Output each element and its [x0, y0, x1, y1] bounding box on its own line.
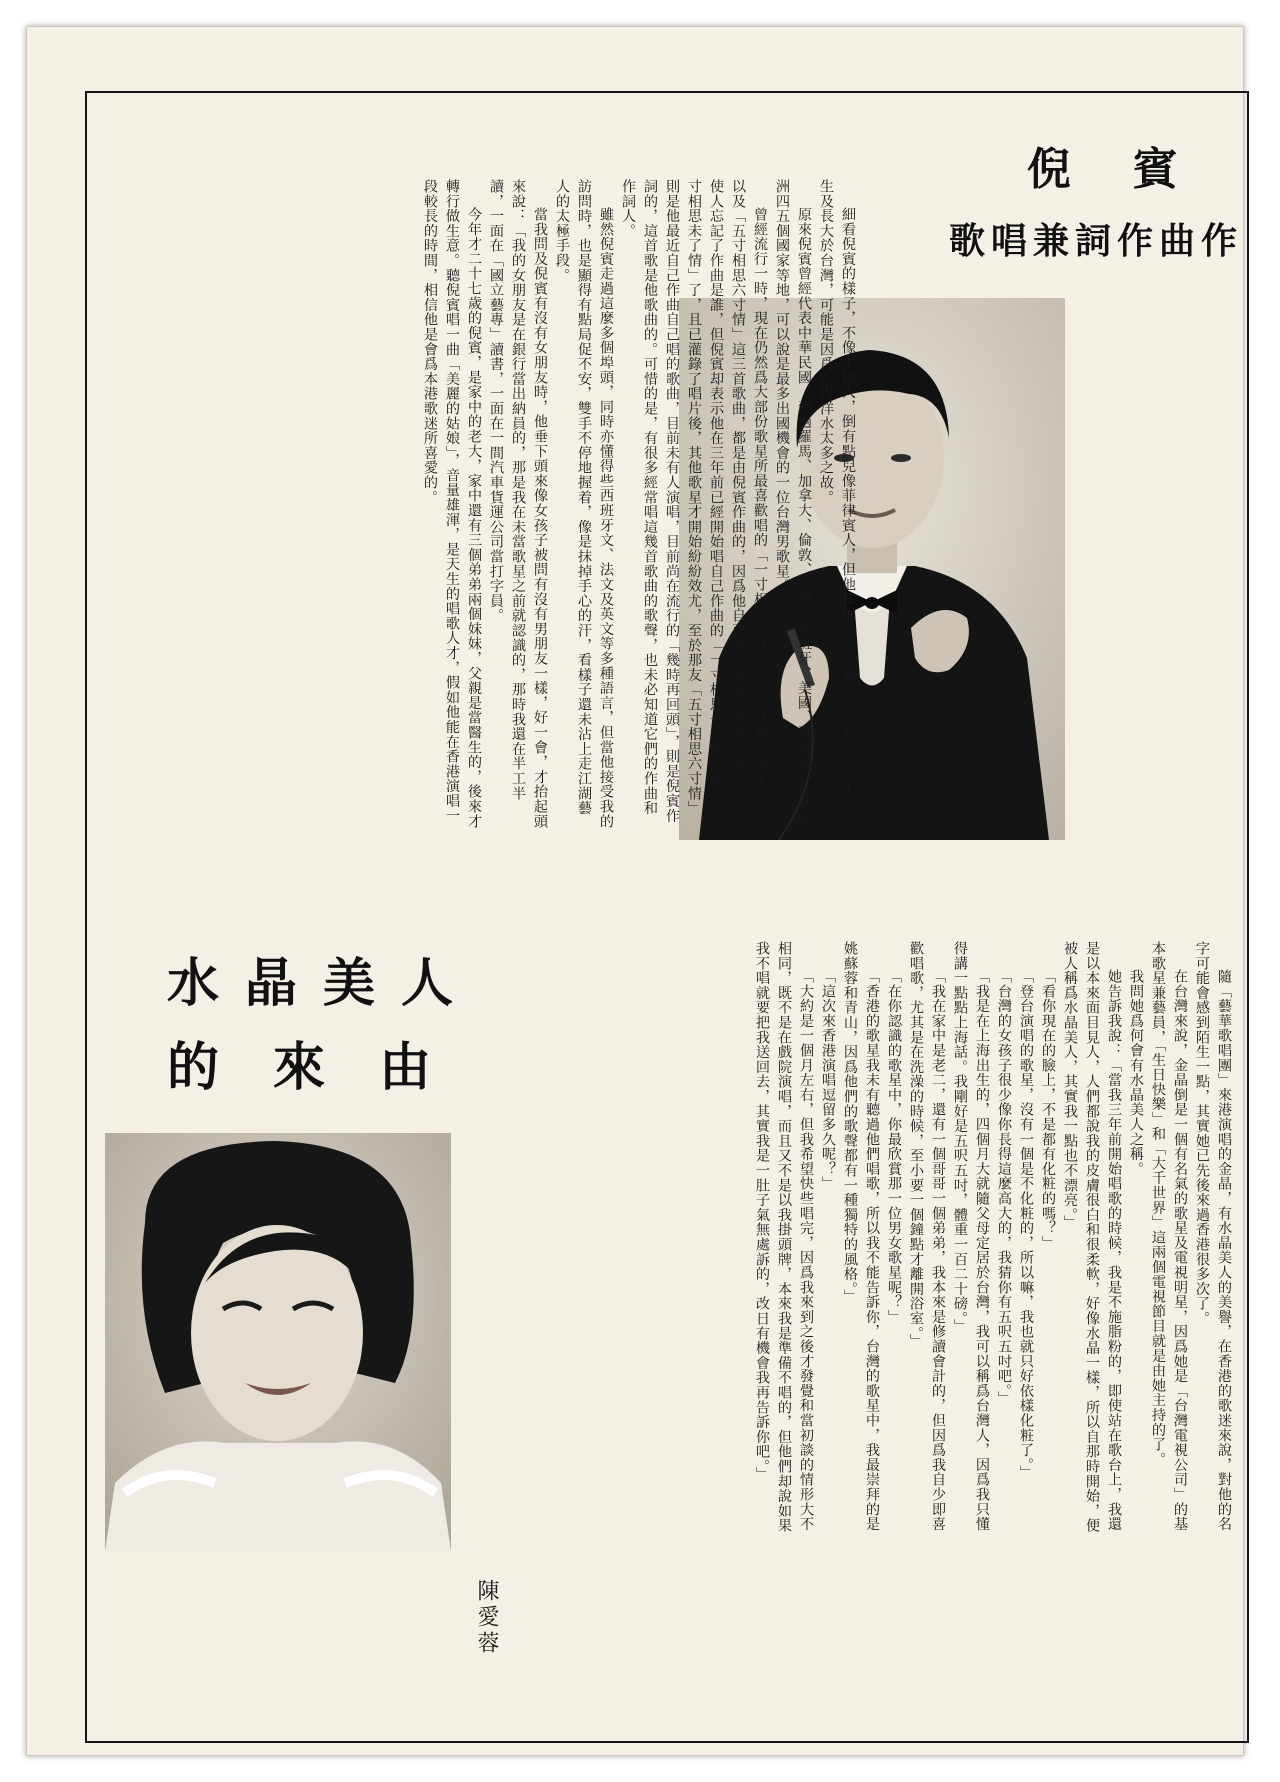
- article2-paragraph: 我問她爲何會有水晶美人之稱。: [1128, 969, 1144, 1177]
- article1-paragraph: 當我問及倪賓有沒有女朋友時，他垂下頭來像女孩子被問有沒有男朋友一樣，好一會，才抬起頭來說：「我的女朋友是在銀行當出納員的，那是我在未當歌星之前就認識的，那時我還在半工半讀，一面在「國立藝專」讀書，一面在一間汽車貨運公司當打字員。: [488, 179, 548, 829]
- article1-name-headline: 倪賓: [1027, 144, 1239, 195]
- article2-paragraph: 隨「藝華歌唱團」來港演唱的金晶，有水晶美人的美譽，在香港的歌迷來說，對他的名字可能會感到陌生一點，其實她已先後來過香港很多次了。: [1194, 941, 1232, 1532]
- article1-paragraph: 雖然倪賓走過這麼多個埠頭，同時亦懂得些西班牙文、法文及英文等多種語言，但當他接受我的訪問時，也是顯得有點局促不安，雙手不停地握着，像是抹掉手心的汗，看樣子還未沾上走江湖藝人的太極手段。: [554, 179, 614, 829]
- article2-paragraph: 「這次來香港演唱逗留多久呢？」: [820, 969, 836, 1192]
- article2-paragraph: 「香港的歌星我未有聽過他們唱歌，所以我不能告訴你，台灣的歌星中，我最崇拜的是姚蘇蓉和青山，因爲他們的歌聲都有一種獨特的風格。」: [842, 941, 880, 1532]
- article2-paragraph: 「登台演唱的歌星，沒有一個是不化粧的，所以嘛，我也就只好依樣化粧了。」: [1018, 969, 1034, 1481]
- article2-body: [515, 941, 1235, 1541]
- article2-paragraph: 「我在家中是老二，還有一個哥哥一個弟弟，我本來是修讀會計的，但因爲我自少即喜歡唱歌，尤其是在洗澡的時候，至小要一個鐘點才離開浴室。」: [908, 941, 946, 1532]
- article1-subtitle: 歌唱兼詞作曲作: [948, 220, 1243, 262]
- article1-body: [159, 179, 859, 829]
- singer-photo-female: [105, 1133, 451, 1551]
- article1-paragraph: 原來倪賓曾經代表中華民國，到過羅馬、加拿大、倫敦、法國、西班牙、美國、夏威夷，以及非洲四五個國家等地，可以說是最多出國機會的一位台灣男歌星。: [774, 179, 812, 829]
- article1-paragraph: 今年才二十七歲的倪賓，是家中的老大，家中還有三個弟弟兩個妹妹，父親是當醫生的，後來才轉行做生意。聽倪賓唱一曲「美麗的姑娘」，音量雄渾，是天生的唱歌人才，假如他能在香港演唱一段較長的時間，相信他是會爲本港歌迷所喜愛的。: [422, 179, 482, 829]
- article2-paragraph: 「台灣的女孩子很少像你長得這麼高大的，我猜你有五呎五吋吧。」: [996, 969, 1012, 1407]
- article2-paragraph: 「大約是一個月左右，但我希望快些唱完，因爲我來到之後才發覺和當初談的情形大不相同，既不是在戲院演唱，而且又不是以我掛頭牌，本來我是準備不唱的，但他們却說如果我不唱就要把我送回去，其實我是一肚子氣無處訴的，改日有機會我再告訴你吧。」: [754, 941, 814, 1533]
- article1-paragraph: 細看倪賓的樣子，不像中國人，倒有點兒像菲律賓人，但他却說自己是個不折不扣的高雄人，出生及長大於台灣，可能是因爲吃得洋水太多之故。: [818, 179, 856, 829]
- article2-headline-line2: 的來由: [167, 1037, 486, 1098]
- article2-paragraph: 「我是在上海出生的，四個月大就隨父母定居於台灣，我可以稱爲台灣人，因爲我只懂得講一點點上海話。我剛好是五呎五吋，體重一百二十磅。」: [952, 941, 990, 1532]
- magazine-page: [26, 26, 1244, 1756]
- article1-paragraph: 曾經流行一時，現在仍然爲大部份歌星所最喜歡唱的「一寸相思一寸淚」、「一寸相思未了情」以及「五寸相思六寸情」這三首歌曲，都是由倪賓作曲的，因爲他自已甚少唱這些歌曲之故，以致使人忘記了作曲是誰，但倪賓却表示他在三年前已經開始唱自己作曲的「一寸相思一寸淚」和「一寸相思未了情」了，且已灌錄了唱片後，其他歌星才開始紛紛效尤，至於那友「五寸相思六寸情」則是他最近自己作曲自己唱的歌曲，目前未有人演唱，目前尚在流行的「幾時再回頭」，則是倪賓作詞的，這首歌是他歌曲的。可惜的是，有很多經常唱這幾首歌曲的歌聲，也未必知道它們的作曲和作詞人。: [620, 179, 768, 824]
- article2-paragraph: 「在你認識的歌星中，你最欣賞那一位男女歌星呢？」: [886, 969, 902, 1325]
- article2-headline-line1: 水晶美人: [167, 953, 480, 1014]
- author-byline: 陳愛蓉: [474, 1579, 499, 1657]
- article-frame: [85, 91, 1249, 1743]
- article2-paragraph: 在台灣來說，金晶倒是一個有名氣的歌星及電視明星，因爲她是「台灣電視公司」的基本歌星兼藝員，「生日快樂」和「大千世界」這兩個電視節目就是由她主持的了。: [1150, 941, 1188, 1532]
- article2-paragraph: 她告訴我說：「當我三年前開始唱歌的時候，我是不施脂粉的，即使站在歌台上，我還是以本來面目見人，人們都說我的皮膚很白和很柔軟，好像水晶一樣，所以自那時開始，便被人稱爲水晶美人，其實我一點也不漂亮。」: [1062, 941, 1122, 1533]
- article2-paragraph: 「看你現在的臉上，不是都有化粧的嗎？」: [1040, 969, 1056, 1251]
